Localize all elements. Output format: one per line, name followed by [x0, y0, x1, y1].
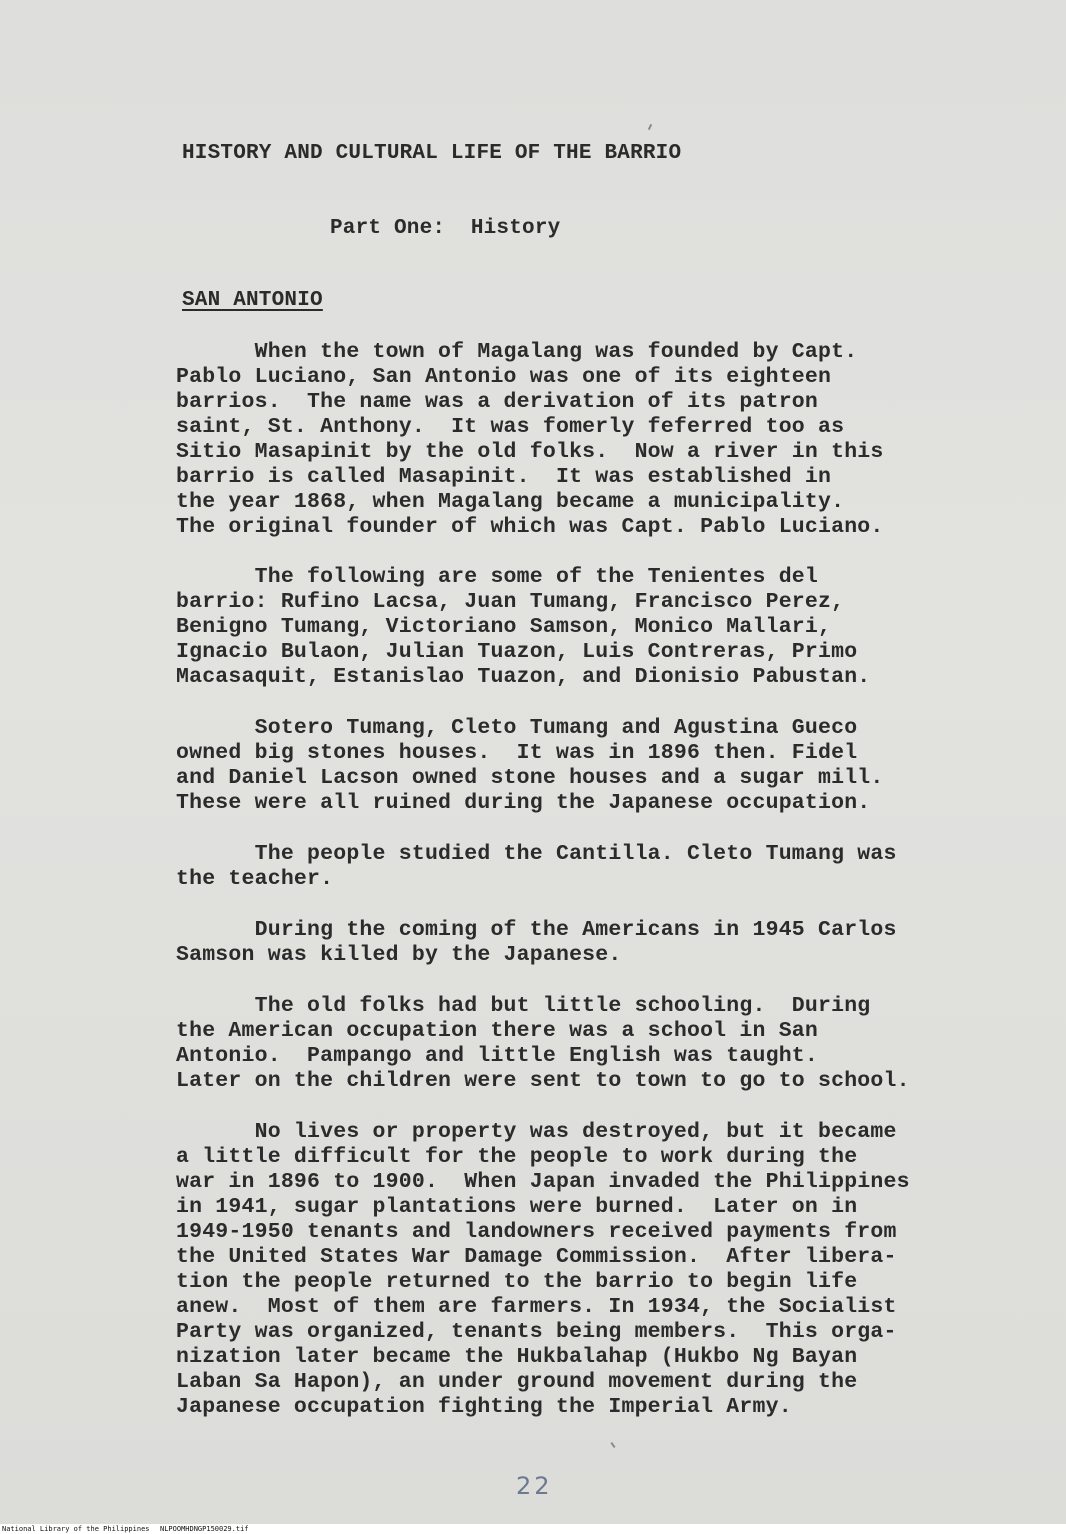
- paper-speck: [610, 1442, 615, 1448]
- text-line: a little difficult for the people to work during the: [176, 1145, 858, 1169]
- document-subtitle: Part One: History: [330, 217, 561, 240]
- text-line: tion the people returned to the barrio to begin life: [176, 1270, 858, 1294]
- text-line: and Daniel Lacson owned stone houses and a sugar mill.: [176, 766, 884, 790]
- paragraph-houses: [176, 716, 884, 816]
- paragraph-war: [176, 1120, 910, 1420]
- scan-footer: [0, 1524, 1066, 1534]
- text-line: Ignacio Bulaon, Julian Tuazon, Luis Contreras, Primo: [176, 640, 858, 664]
- text-line: During the coming of the Americans in 1945 Carlos: [176, 918, 897, 942]
- text-line: Sotero Tumang, Cleto Tumang and Agustina Gueco: [176, 716, 858, 740]
- document-title: HISTORY AND CULTURAL LIFE OF THE BARRIO: [182, 142, 682, 165]
- text-line: Antonio. Pampango and little English was taught.: [176, 1044, 819, 1068]
- paragraph-founding: [176, 340, 884, 540]
- page-number: 22: [516, 1472, 553, 1500]
- footer-library: National Library of the Philippines: [2, 1525, 150, 1533]
- text-line: Japanese occupation fighting the Imperial Army.: [176, 1395, 792, 1419]
- section-heading: SAN ANTONIO: [182, 289, 323, 312]
- text-line: saint, St. Anthony. It was fomerly feferred too as: [176, 415, 845, 439]
- paragraph-tenientes: [176, 565, 870, 690]
- text-line: Later on the children were sent to town to go to school.: [176, 1069, 910, 1093]
- text-line: The people studied the Cantilla. Cleto Tumang was: [176, 842, 897, 866]
- text-line: anew. Most of them are farmers. In 1934, the Socialist: [176, 1295, 897, 1319]
- text-line: Party was organized, tenants being members. This orga-: [176, 1320, 897, 1344]
- paragraph-schooling: [176, 994, 910, 1094]
- text-line: war in 1896 to 1900. When Japan invaded the Philippines: [176, 1170, 910, 1194]
- text-line: the year 1868, when Magalang became a municipality.: [176, 490, 845, 514]
- text-line: Sitio Masapinit by the old folks. Now a river in this: [176, 440, 884, 464]
- text-line: No lives or property was destroyed, but it became: [176, 1120, 897, 1144]
- text-line: barrio is called Masapinit. It was established in: [176, 465, 832, 489]
- text-line: owned big stones houses. It was in 1896 then. Fidel: [176, 741, 858, 765]
- paragraph-cantilla: [176, 842, 897, 892]
- text-line: the American occupation there was a school in San: [176, 1019, 819, 1043]
- text-line: Samson was killed by the Japanese.: [176, 943, 622, 967]
- text-line: the United States War Damage Commission. After libera-: [176, 1245, 897, 1269]
- text-line: The old folks had but little schooling. During: [176, 994, 871, 1018]
- text-line: These were all ruined during the Japanese occupation.: [176, 791, 871, 815]
- text-line: Laban Sa Hapon), an under ground movement during the: [176, 1370, 858, 1394]
- text-line: nization later became the Hukbalahap (Hukbo Ng Bayan: [176, 1345, 858, 1369]
- text-line: When the town of Magalang was founded by Capt.: [176, 340, 858, 364]
- text-line: 1949-1950 tenants and landowners received payments from: [176, 1220, 897, 1244]
- text-line: barrios. The name was a derivation of its patron: [176, 390, 819, 414]
- text-line: Macasaquit, Estanislao Tuazon, and Dionisio Pabustan.: [176, 665, 871, 689]
- footer-filename: NLPOOMHDNGP150029.tif: [160, 1525, 249, 1533]
- text-line: in 1941, sugar plantations were burned. Later on in: [176, 1195, 858, 1219]
- paper-speck: [648, 124, 652, 130]
- paragraph-americans: [176, 918, 897, 968]
- text-line: barrio: Rufino Lacsa, Juan Tumang, Francisco Perez,: [176, 590, 845, 614]
- text-line: Pablo Luciano, San Antonio was one of its eighteen: [176, 365, 832, 389]
- text-line: the teacher.: [176, 867, 334, 891]
- text-line: The following are some of the Tenientes del: [176, 565, 819, 589]
- text-line: Benigno Tumang, Victoriano Samson, Monico Mallari,: [176, 615, 832, 639]
- text-line: The original founder of which was Capt. Pablo Luciano.: [176, 515, 884, 539]
